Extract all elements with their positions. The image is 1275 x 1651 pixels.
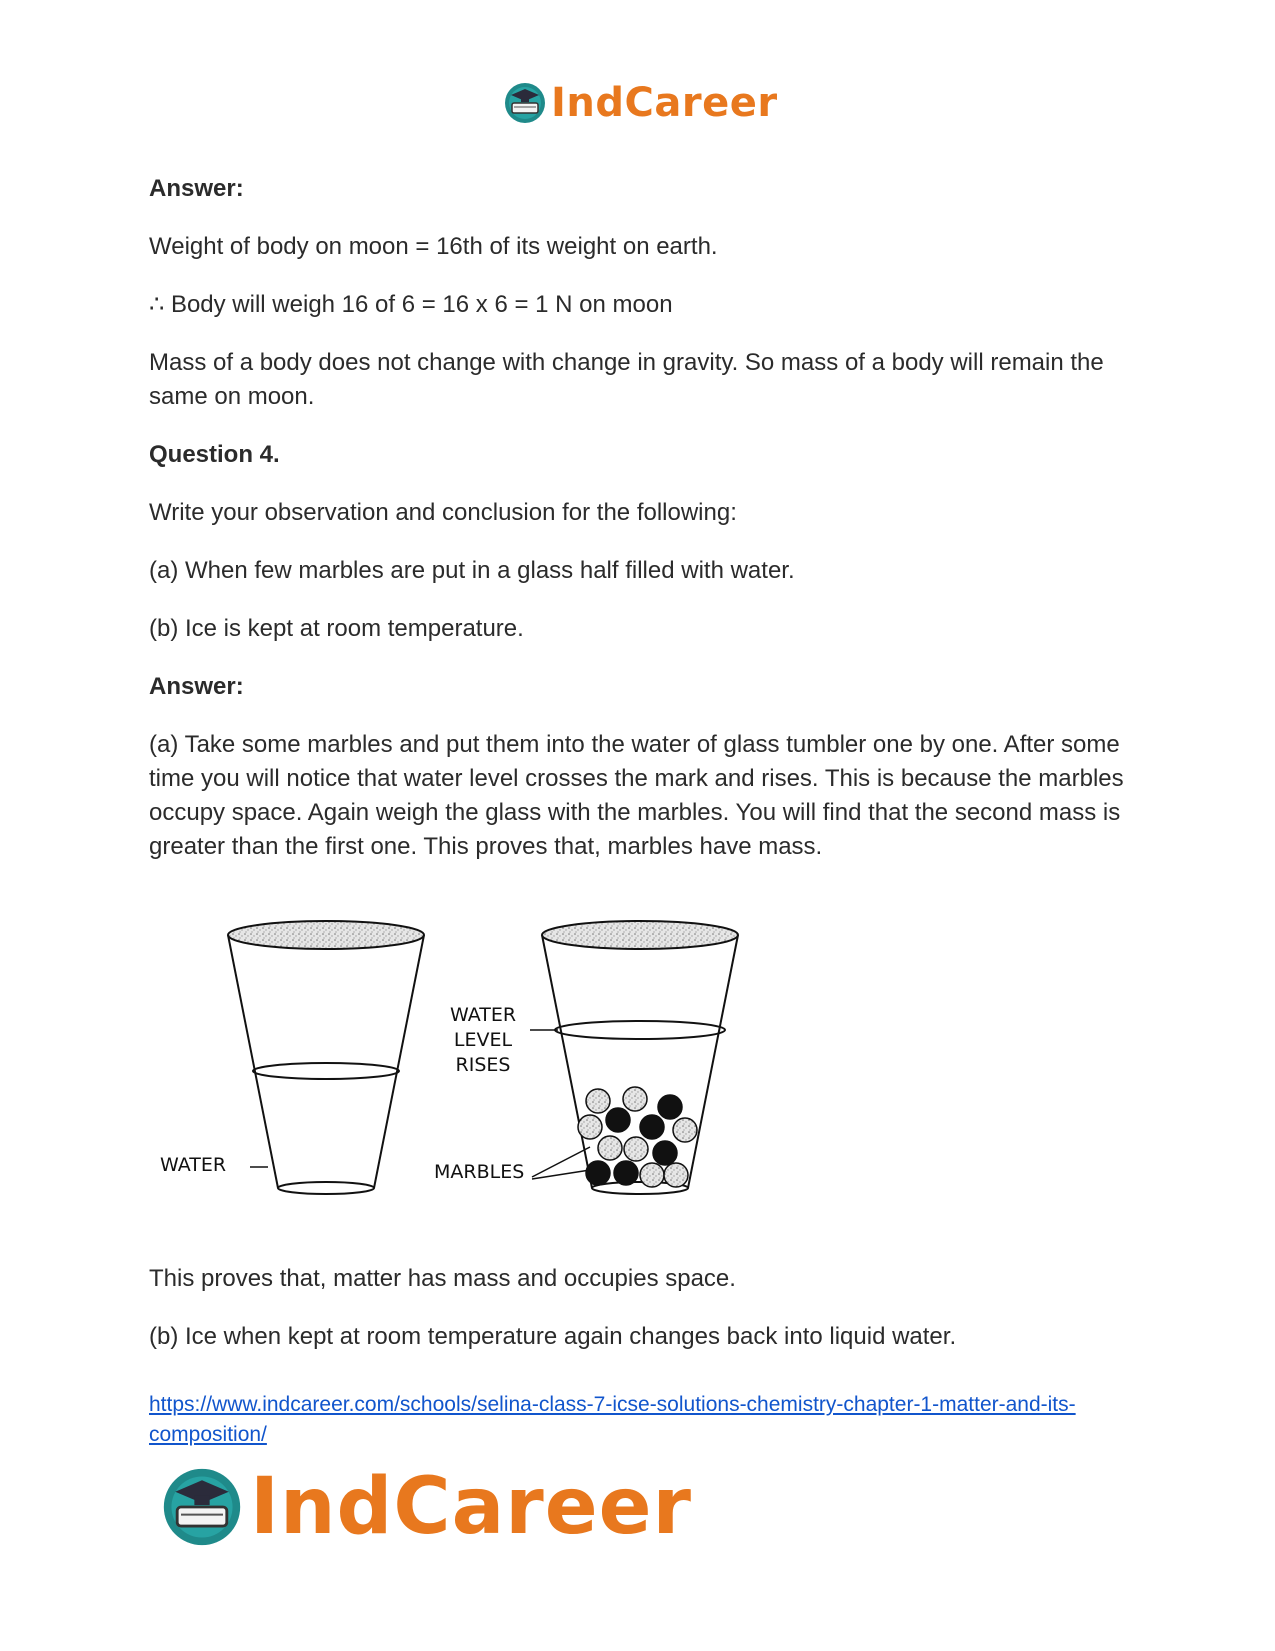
question-part-b: (b) Ice is kept at room temperature. [149, 615, 524, 642]
source-link[interactable]: https://www.indcareer.com/schools/selina-class-7-icse-solutions-chemistry-chapter-1-matter-and-its-composition/ [149, 1393, 1076, 1446]
document-content [149, 172, 1129, 888]
source-link-container [149, 1390, 1129, 1450]
document-content-after-figure [149, 1262, 1129, 1378]
answer-line: Weight of body on moon = 16th of its weight on earth. [149, 233, 718, 260]
left-glass [228, 921, 424, 1194]
answer-part-b: (b) Ice when kept at room temperature again changes back into liquid water. [149, 1323, 957, 1350]
conclusion-text: This proves that, matter has mass and occupies space. [149, 1265, 736, 1292]
answer-heading: Answer: [149, 175, 244, 202]
answer-part-a: (a) Take some marbles and put them into the water of glass tumbler one by one. After some time you will notice that water level crosses the mark and rises. This is because the marbles occupy space. Again weigh the glass with the marbles. You will find that the second mass is greater than the first one. This proves that, marbles have mass. [149, 731, 1124, 860]
answer-line: ∴ Body will weigh 16 of 6 = 16 x 6 = 1 N on moon [149, 291, 673, 318]
answer-heading: Answer: [149, 673, 244, 700]
graduation-cap-book-icon [160, 1465, 244, 1549]
footer-logo [160, 1462, 692, 1552]
marbles-in-water-figure [160, 915, 800, 1215]
logo-text: IndCareer [250, 1462, 692, 1552]
question-heading: Question 4. [149, 441, 280, 468]
question-part-a: (a) When few marbles are put in a glass half filled with water. [149, 557, 795, 584]
answer-line: Mass of a body does not change with change in gravity. So mass of a body will remain the same on moon. [149, 349, 1104, 410]
marbles [578, 1087, 697, 1187]
label-water: WATER [160, 1154, 227, 1176]
question-intro: Write your observation and conclusion for the following: [149, 499, 737, 526]
graduation-cap-book-icon [503, 81, 547, 125]
label-water-level: WATER LEVEL RISES [449, 1004, 517, 1076]
header-logo [503, 78, 778, 128]
label-marbles: MARBLES [434, 1161, 525, 1183]
logo-text: IndCareer [551, 80, 778, 126]
